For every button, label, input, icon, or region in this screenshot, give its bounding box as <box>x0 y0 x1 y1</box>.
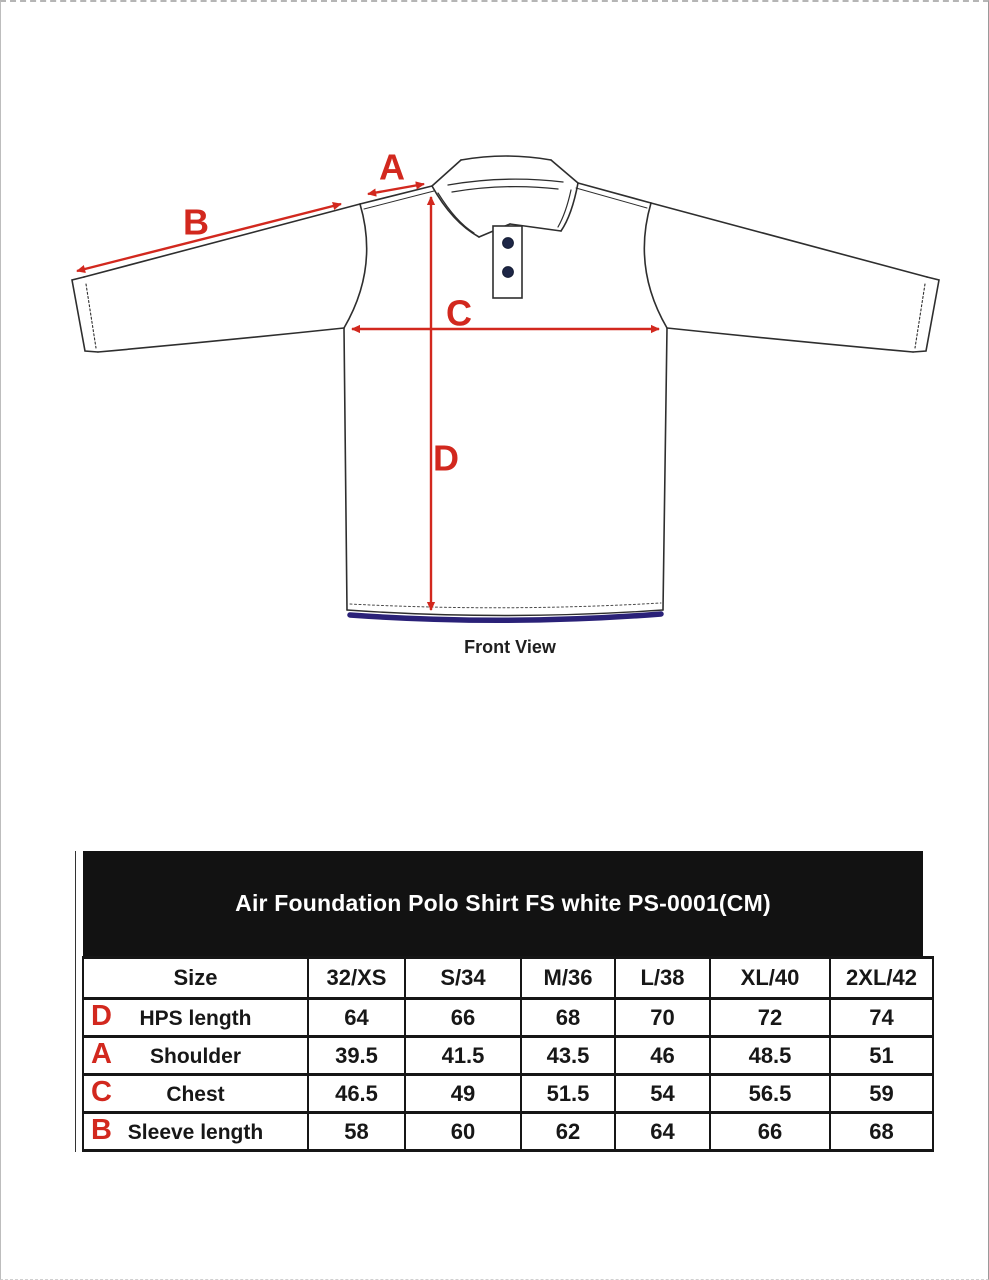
size-table-header-row <box>83 958 933 999</box>
measure-label-c: C <box>446 292 472 334</box>
right-shoulder-seam <box>578 183 651 203</box>
hem-stitch <box>350 603 661 608</box>
cell-value: 51 <box>830 1037 933 1075</box>
front-view-caption: Front View <box>464 637 556 657</box>
row-label-chest <box>83 1075 308 1113</box>
size-table <box>82 956 934 1152</box>
measurement-arrows <box>77 184 659 610</box>
left-lapel-fold <box>438 193 474 233</box>
cell-value: 60 <box>405 1113 521 1151</box>
size-chart-title-bar <box>83 851 923 956</box>
cell-value: 43.5 <box>521 1037 615 1075</box>
cell-value: 64 <box>615 1113 710 1151</box>
column-header-size: Size <box>83 958 308 999</box>
cell-value: 48.5 <box>710 1037 830 1075</box>
collar-band-line-2 <box>452 187 558 192</box>
cell-value: 70 <box>615 999 710 1037</box>
placket-button-bottom <box>503 267 514 278</box>
row-label-sleeve-length <box>83 1113 308 1151</box>
cell-value: 66 <box>710 1113 830 1151</box>
cell-value: 56.5 <box>710 1075 830 1113</box>
right-cuff-stitch <box>915 284 925 348</box>
row-letter-c: C <box>91 1075 112 1108</box>
left-cuff-stitch <box>86 284 96 348</box>
measure-label-a: A <box>379 146 405 188</box>
row-label-shoulder <box>83 1037 308 1075</box>
right-sleeve-bottom <box>667 328 913 352</box>
right-sleeve-top <box>651 203 927 277</box>
right-shoulder-seam-inner <box>576 188 647 208</box>
body-right-side <box>663 328 667 610</box>
right-lapel-outer <box>561 183 578 231</box>
column-header-s34: S/34 <box>405 958 521 999</box>
row-measurement-name: Chest <box>166 1082 225 1106</box>
cell-value: 59 <box>830 1075 933 1113</box>
row-letter-a: A <box>91 1037 112 1070</box>
cell-value: 54 <box>615 1075 710 1113</box>
collar-top <box>461 156 551 160</box>
right-lapel-fold <box>558 190 571 227</box>
cell-value: 68 <box>830 1113 933 1151</box>
row-letter-d: D <box>91 999 112 1032</box>
left-sleeve-bottom <box>98 328 344 352</box>
cell-value: 39.5 <box>308 1037 405 1075</box>
measure-label-d: D <box>433 437 459 479</box>
table-row-chest <box>83 1075 933 1113</box>
table-row-sleeve-length <box>83 1113 933 1151</box>
cell-value: 68 <box>521 999 615 1037</box>
row-measurement-name: HPS length <box>139 1006 252 1030</box>
column-header-xl40: XL/40 <box>710 958 830 999</box>
cell-value: 51.5 <box>521 1075 615 1113</box>
cell-value: 49 <box>405 1075 521 1113</box>
table-row-shoulder <box>83 1037 933 1075</box>
collar-right-edge <box>551 160 578 183</box>
table-row-hps-length <box>83 999 933 1037</box>
column-header-32xs: 32/XS <box>308 958 405 999</box>
collar-left-edge <box>432 160 461 186</box>
collar-band-line-1 <box>448 179 563 185</box>
size-chart-title: Air Foundation Polo Shirt FS white PS-0001(CM) <box>235 890 771 916</box>
cell-value: 58 <box>308 1113 405 1151</box>
cell-value: 46.5 <box>308 1075 405 1113</box>
cell-value: 74 <box>830 999 933 1037</box>
column-header-2xl42: 2XL/42 <box>830 958 933 999</box>
right-cuff <box>913 277 939 352</box>
cell-value: 72 <box>710 999 830 1037</box>
arrow-b-sleeve <box>77 201 341 271</box>
placket <box>493 226 522 298</box>
size-chart <box>75 851 926 1152</box>
column-header-m36: M/36 <box>521 958 615 999</box>
column-header-l38: L/38 <box>615 958 710 999</box>
left-cuff <box>72 277 98 352</box>
row-measurement-name: Sleeve length <box>127 1120 264 1144</box>
cell-value: 62 <box>521 1113 615 1151</box>
cell-value: 66 <box>405 999 521 1037</box>
cell-value: 64 <box>308 999 405 1037</box>
body-left-side <box>344 328 347 610</box>
cell-value: 41.5 <box>405 1037 521 1075</box>
left-armhole <box>344 204 367 328</box>
right-armhole <box>644 203 667 328</box>
left-sleeve-top <box>84 201 360 277</box>
row-measurement-name: Shoulder <box>149 1044 241 1068</box>
placket-button-top <box>503 238 514 249</box>
row-label-hps-length <box>83 999 308 1037</box>
measure-label-b: B <box>183 201 209 243</box>
cell-value: 46 <box>615 1037 710 1075</box>
row-letter-b: B <box>91 1113 112 1146</box>
